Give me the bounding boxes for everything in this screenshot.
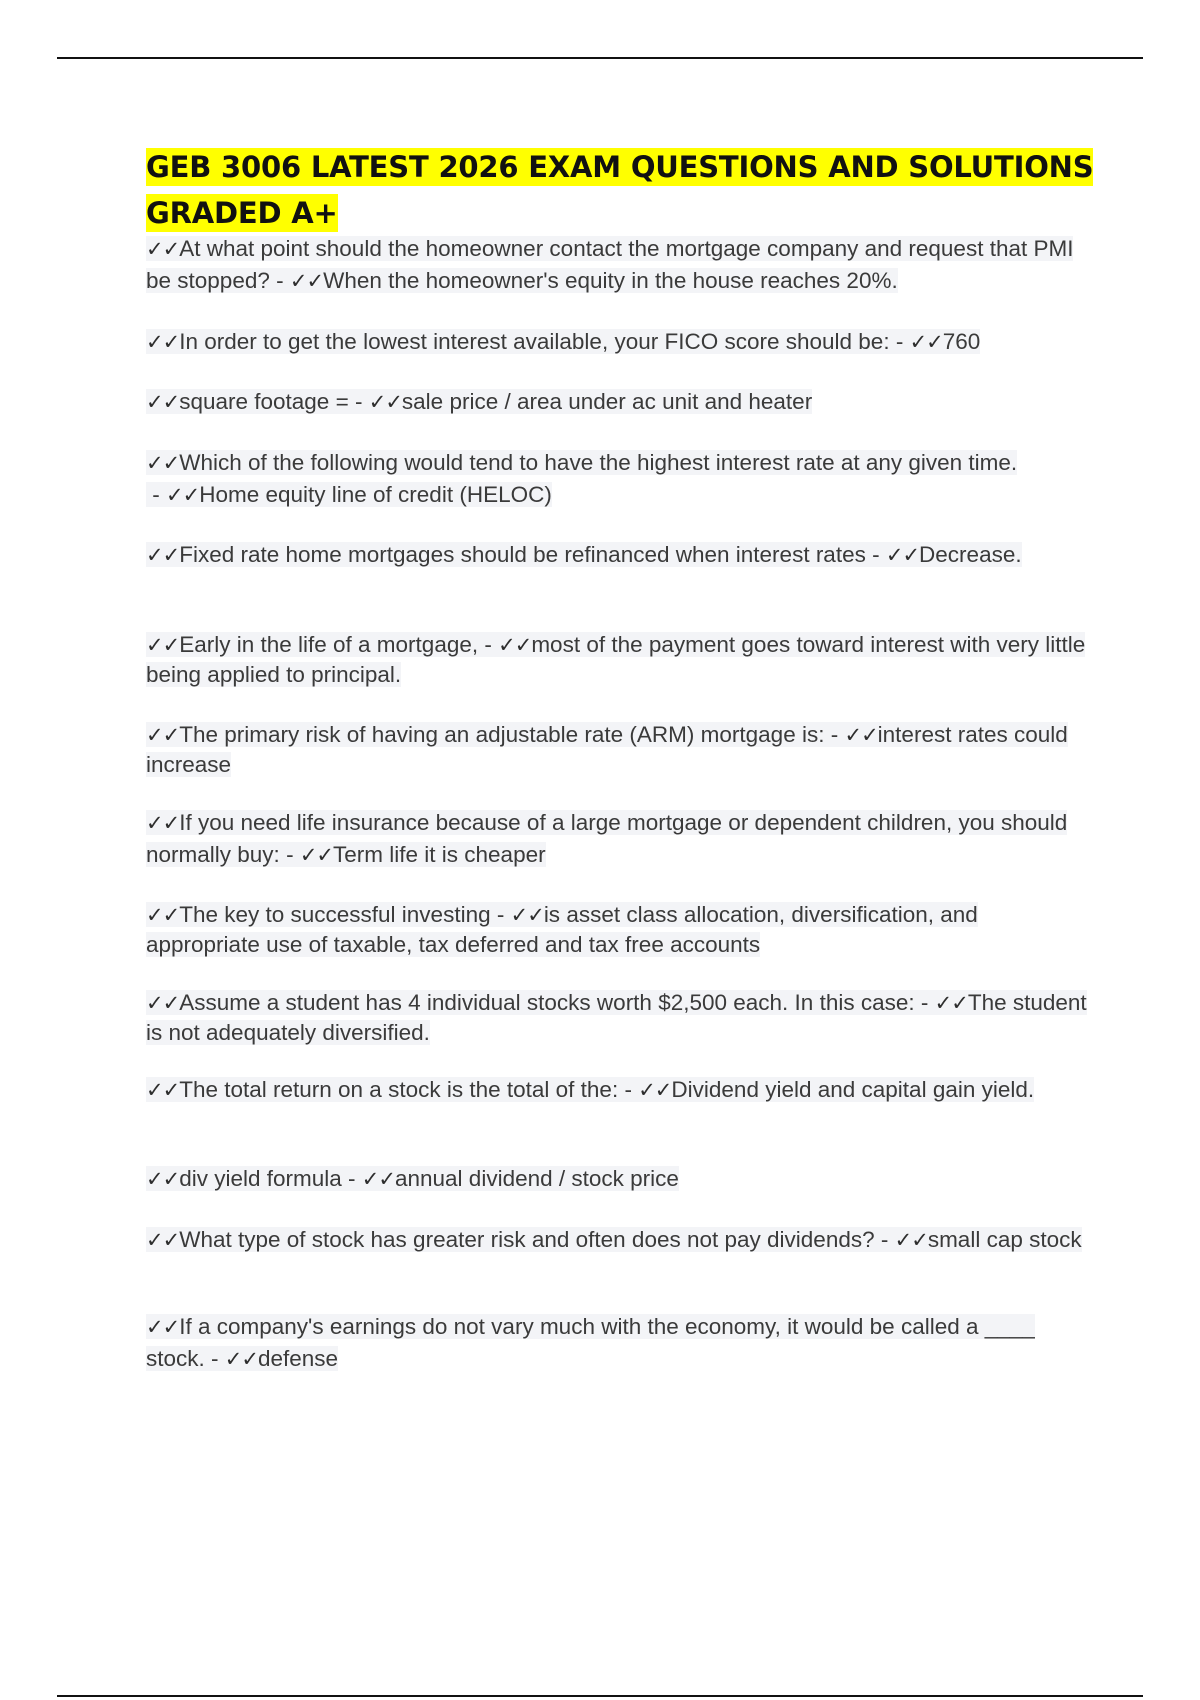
check-icon: ✓✓ (909, 330, 943, 354)
check-icon: ✓✓ (510, 903, 544, 927)
check-icon: ✓✓ (224, 1347, 258, 1371)
separator: - (341, 1166, 362, 1191)
check-icon: ✓✓ (166, 483, 200, 507)
qa-item (146, 386, 1096, 418)
qa-item (146, 1225, 1096, 1255)
answer-text: Term life it is cheaper (333, 842, 546, 867)
separator: - (269, 268, 290, 293)
answer-text: is asset class allocation, diversification, and appropriate use of taxable, tax deferred and tax free accounts (146, 902, 978, 957)
qa-item (146, 720, 1096, 779)
qa-item (146, 326, 1096, 358)
check-icon: ✓✓ (289, 269, 324, 293)
separator: - (914, 990, 935, 1015)
question-text: In order to get the lowest interest available, your FICO score should be: (179, 329, 890, 354)
document-title (146, 144, 1106, 236)
check-icon: ✓✓ (146, 330, 180, 354)
answer-text: annual dividend / stock price (394, 1166, 679, 1191)
check-icon: ✓✓ (146, 633, 180, 657)
question-text: div yield formula (179, 1166, 342, 1191)
question-text: At what point should the homeowner contact the mortgage company and request that PMI be stopped? (146, 236, 1074, 293)
qa-item (146, 807, 1096, 871)
check-icon: ✓✓ (146, 451, 180, 475)
check-icon: ✓✓ (299, 843, 334, 867)
check-icon: ✓✓ (146, 543, 180, 567)
answer-text: sale price / area under ac unit and heater (401, 389, 813, 414)
question-text: What type of stock has greater risk and often does not pay dividends? (179, 1227, 875, 1252)
check-icon: ✓✓ (146, 811, 180, 835)
check-icon: ✓✓ (146, 1228, 180, 1252)
separator: - (889, 329, 910, 354)
separator: - (348, 389, 369, 414)
answer-text: When the homeowner's equity in the house reaches 20%. (323, 268, 898, 293)
check-icon: ✓✓ (146, 1078, 180, 1102)
question-text: The key to successful investing (179, 902, 491, 927)
check-icon: ✓✓ (894, 1228, 928, 1252)
answer-text: small cap stock (927, 1227, 1082, 1252)
separator: - (279, 842, 300, 867)
qa-item (146, 447, 1096, 511)
check-icon: ✓✓ (361, 1167, 395, 1191)
title-highlight: GEB 3006 LATEST 2026 EXAM QUESTIONS AND SOLUTIONS GRADED A+ (146, 150, 1094, 230)
qa-item (146, 1163, 1096, 1195)
qa-item (146, 630, 1096, 689)
check-icon: ✓✓ (146, 1167, 180, 1191)
answer-text: The student is not adequately diversified. (146, 990, 1087, 1045)
separator: - (874, 1227, 895, 1252)
separator: - (204, 1346, 225, 1371)
check-icon: ✓✓ (146, 903, 180, 927)
question-text: square footage = (179, 389, 349, 414)
qa-item (146, 539, 1096, 571)
separator: - (146, 482, 166, 507)
question-text: Early in the life of a mortgage, (179, 632, 479, 657)
question-text: The primary risk of having an adjustable rate (ARM) mortgage is: (179, 722, 825, 747)
qa-item (146, 1311, 1096, 1375)
question-text: Assume a student has 4 individual stocks worth $2,500 each. In this case: (179, 990, 915, 1015)
qa-item (146, 1075, 1096, 1105)
answer-text: Decrease. (919, 542, 1022, 567)
top-rule (57, 57, 1143, 59)
separator: - (478, 632, 499, 657)
check-icon: ✓✓ (934, 991, 968, 1015)
check-icon: ✓✓ (885, 543, 920, 567)
check-icon: ✓✓ (844, 723, 878, 747)
check-icon: ✓✓ (498, 633, 532, 657)
check-icon: ✓✓ (146, 390, 180, 414)
check-icon: ✓✓ (638, 1078, 672, 1102)
check-icon: ✓✓ (368, 390, 402, 414)
answer-text: 760 (942, 329, 981, 354)
qa-item (146, 988, 1096, 1047)
check-icon: ✓✓ (146, 991, 180, 1015)
question-text: Which of the following would tend to have the highest interest rate at any given time. (179, 450, 1018, 475)
qa-item (146, 233, 1096, 297)
check-icon: ✓✓ (146, 1315, 180, 1339)
question-text: If you need life insurance because of a large mortgage or dependent children, you should normally buy: (146, 810, 1068, 867)
separator: - (618, 1077, 639, 1102)
question-text: Fixed rate home mortgages should be refinanced when interest rates (179, 542, 866, 567)
check-icon: ✓✓ (146, 723, 180, 747)
bottom-rule (57, 1695, 1143, 1697)
answer-text: Home equity line of credit (HELOC) (199, 482, 552, 507)
question-text: The total return on a stock is the total of the: (179, 1077, 619, 1102)
question-text: If a company's earnings do not vary much with the economy, it would be called a ____ stock. (146, 1314, 1035, 1371)
qa-item (146, 900, 1096, 959)
separator: - (865, 542, 886, 567)
answer-text: Dividend yield and capital gain yield. (671, 1077, 1035, 1102)
check-icon: ✓✓ (146, 237, 180, 261)
answer-text: most of the payment goes toward interest with very little being applied to principal. (146, 632, 1086, 687)
separator: - (824, 722, 845, 747)
answer-text: defense (257, 1346, 339, 1371)
separator: - (490, 902, 511, 927)
answer-text: interest rates could increase (146, 722, 1068, 777)
